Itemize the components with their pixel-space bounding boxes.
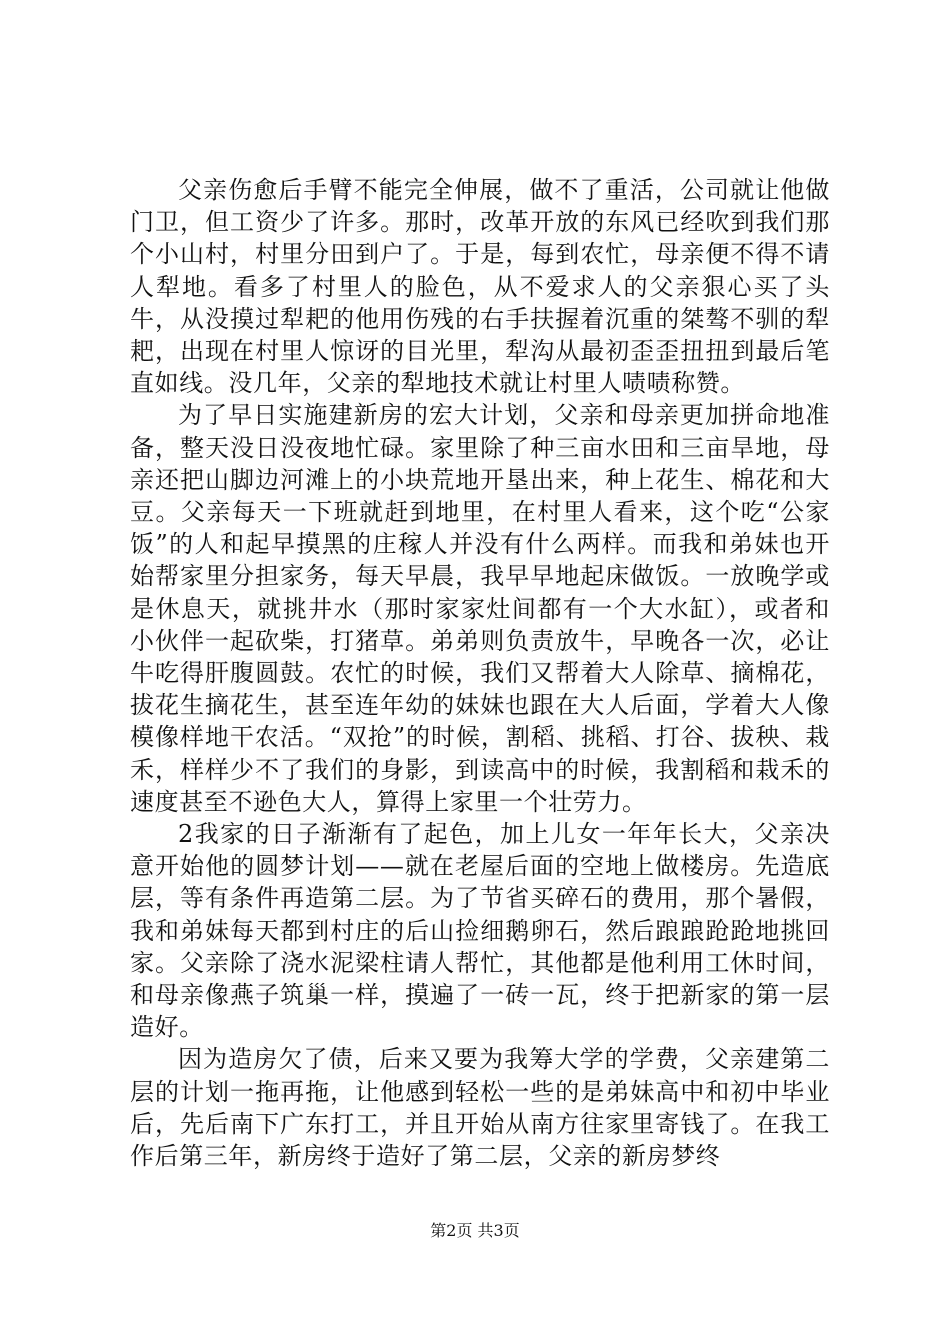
document-body (130, 174, 830, 1172)
paragraph-1: 父亲伤愈后手臂不能完全伸展，做不了重活，公司就让他做门卫，但工资少了许多。那时，改革开放的东风已经吹到我们那个小山村，村里分田到户了。于是，每到农忙，母亲便不得不请人犁地。看多了村里人的脸色，从不爱求人的父亲狠心买了头牛，从没摸过犁耙的他用伤残的右手扶握着沉重的桀骜不驯的犁耙，出现在村里人惊讶的目光里，犁沟从最初歪歪扭扭到最后笔直如线。没几年，父亲的犁地技术就让村里人啧啧称赞。 (130, 176, 830, 398)
paragraph-2: 为了早日实施建新房的宏大计划，父亲和母亲更加拼命地准备，整天没日没夜地忙碌。家里除了种三亩水田和三亩旱地，母亲还把山脚边河滩上的小块荒地开垦出来，种上花生、棉花和大豆。父亲每天一下班就赶到地里，在村里人看来，这个吃“公家饭”的人和起早摸黑的庄稼人并没有什么两样。而我和弟妹也开始帮家里分担家务，每天早晨，我早早地起床做饭。一放晚学或是休息天，就挑井水（那时家家灶间都有一个大水缸），或者和小伙伴一起砍柴，打猪草。弟弟则负责放牛，早晚各一次，必让牛吃得肝腹圆鼓。农忙的时候，我们又帮着大人除草、摘棉花，拔花生摘花生，甚至连年幼的妹妹也跟在大人后面，学着大人像模像样地干农活。“双抢”的时候，割稻、挑稻、打谷、拔秧、栽禾，样样少不了我们的身影，到读高中的时候，我割稻和栽禾的速度甚至不逊色大人，算得上家里一个壮劳力。 (130, 401, 830, 816)
paragraph-4: 因为造房欠了债，后来又要为我筹大学的学费，父亲建第二层的计划一拖再拖，让他感到轻松一些的是弟妹高中和初中毕业后，先后南下广东打工，并且开始从南方往家里寄钱了。在我工作后第三年，新房终于造好了第二层，父亲的新房梦终 (130, 1045, 830, 1171)
page-number-label: 第2页 共3页 (430, 1221, 520, 1240)
page-footer (0, 1218, 950, 1241)
paragraph-3: 2我家的日子渐渐有了起色，加上儿女一年年长大，父亲决意开始他的圆梦计划——就在老屋后面的空地上做楼房。先造底层，等有条件再造第二层。为了节省买碎石的费用，那个暑假，我和弟妹每天都到村庄的后山捡细鹅卵石，然后踉踉跄跄地挑回家。父亲除了浇水泥梁柱请人帮忙，其他都是他利用工休时间，和母亲像燕子筑巢一样，摸遍了一砖一瓦，终于把新家的第一层造好。 (130, 820, 830, 1042)
